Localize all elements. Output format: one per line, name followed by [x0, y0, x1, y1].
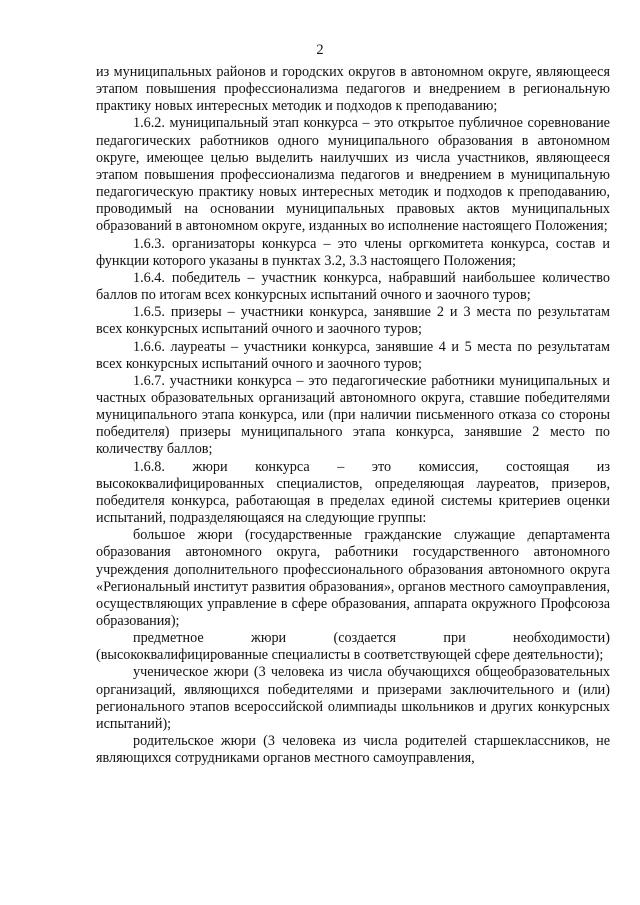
paragraph-subject-jury: предметное жюри (создается при необходимости) (высококвалифицированные специалисты в соответствующей сфере деятельности); [96, 630, 610, 664]
paragraph-parent-jury: родительское жюри (3 человека из числа родителей старшеклассников, не являющихся сотрудниками органов местного самоуправления, [96, 733, 610, 767]
paragraph-continuation: из муниципальных районов и городских округов в автономном округе, являющееся этапом повышения профессионализма педагогов и внедрением в региональную практику новых интересных методик и подходов к преподаванию; [96, 64, 610, 115]
paragraph-1-6-3: 1.6.3. организаторы конкурса – это члены оргкомитета конкурса, состав и функции которого указаны в пунктах 3.2, 3.3 настоящего Положения; [96, 235, 610, 269]
paragraph-1-6-6: 1.6.6. лауреаты – участники конкурса, занявшие 4 и 5 места по результатам всех конкурсных испытаний очного и заочного туров; [96, 338, 610, 372]
paragraph-student-jury: ученическое жюри (3 человека из числа обучающихся общеобразовательных организаций, являющихся победителями и призерами заключительного и (или) регионального этапов всероссийской олимпиады школьников и других конкурсных испытаний); [96, 664, 610, 732]
paragraph-1-6-7: 1.6.7. участники конкурса – это педагогические работники муниципальных и частных образовательных организаций автономного округа, ставшие победителями муниципального этапа конкурса, или (при наличии письменного отказа со стороны победителя) призеры муниципального этапа конкурса, занявшие 2 место по количеству баллов; [96, 372, 610, 458]
paragraph-big-jury: большое жюри (государственные гражданские служащие департамента образования автономного округа, работники государственного автономного учреждения дополнительного профессионального образования автономного округа «Региональный институт развития образования», органов местного самоуправления, осуществляющих управление в сфере образования, аппарата окружного Профсоюза образования); [96, 527, 610, 629]
paragraph-1-6-8: 1.6.8. жюри конкурса – это комиссия, состоящая из высококвалифицированных специалистов, определяющая лауреатов, призеров, победителя конкурса, работающая в пределах единой системы критериев оценки испытаний, подразделяющаяся на следующие группы: [96, 458, 610, 527]
paragraph-1-6-2: 1.6.2. муниципальный этап конкурса – это открытое публичное соревнование педагогических работников одного муниципального образования в автономном округе, имеющее целью выделить наилучших из числа участников, являющееся этапом повышения профессионализма педагогов и внедрением в муниципальную педагогическую практику новых интересных методик и подходов к преподаванию, проводимый на основании муниципальных правовых актов муниципальных образований в автономном округе, изданных во исполнение настоящего Положения; [96, 115, 610, 235]
paragraph-1-6-5: 1.6.5. призеры – участники конкурса, занявшие 2 и 3 места по результатам всех конкурсных испытаний очного и заочного туров; [96, 304, 610, 338]
page-number: 2 [316, 42, 324, 58]
paragraph-1-6-4: 1.6.4. победитель – участник конкурса, набравший наибольшее количество баллов по итогам всех конкурсных испытаний очного и заочного туров; [96, 269, 610, 304]
document-body [96, 64, 610, 767]
